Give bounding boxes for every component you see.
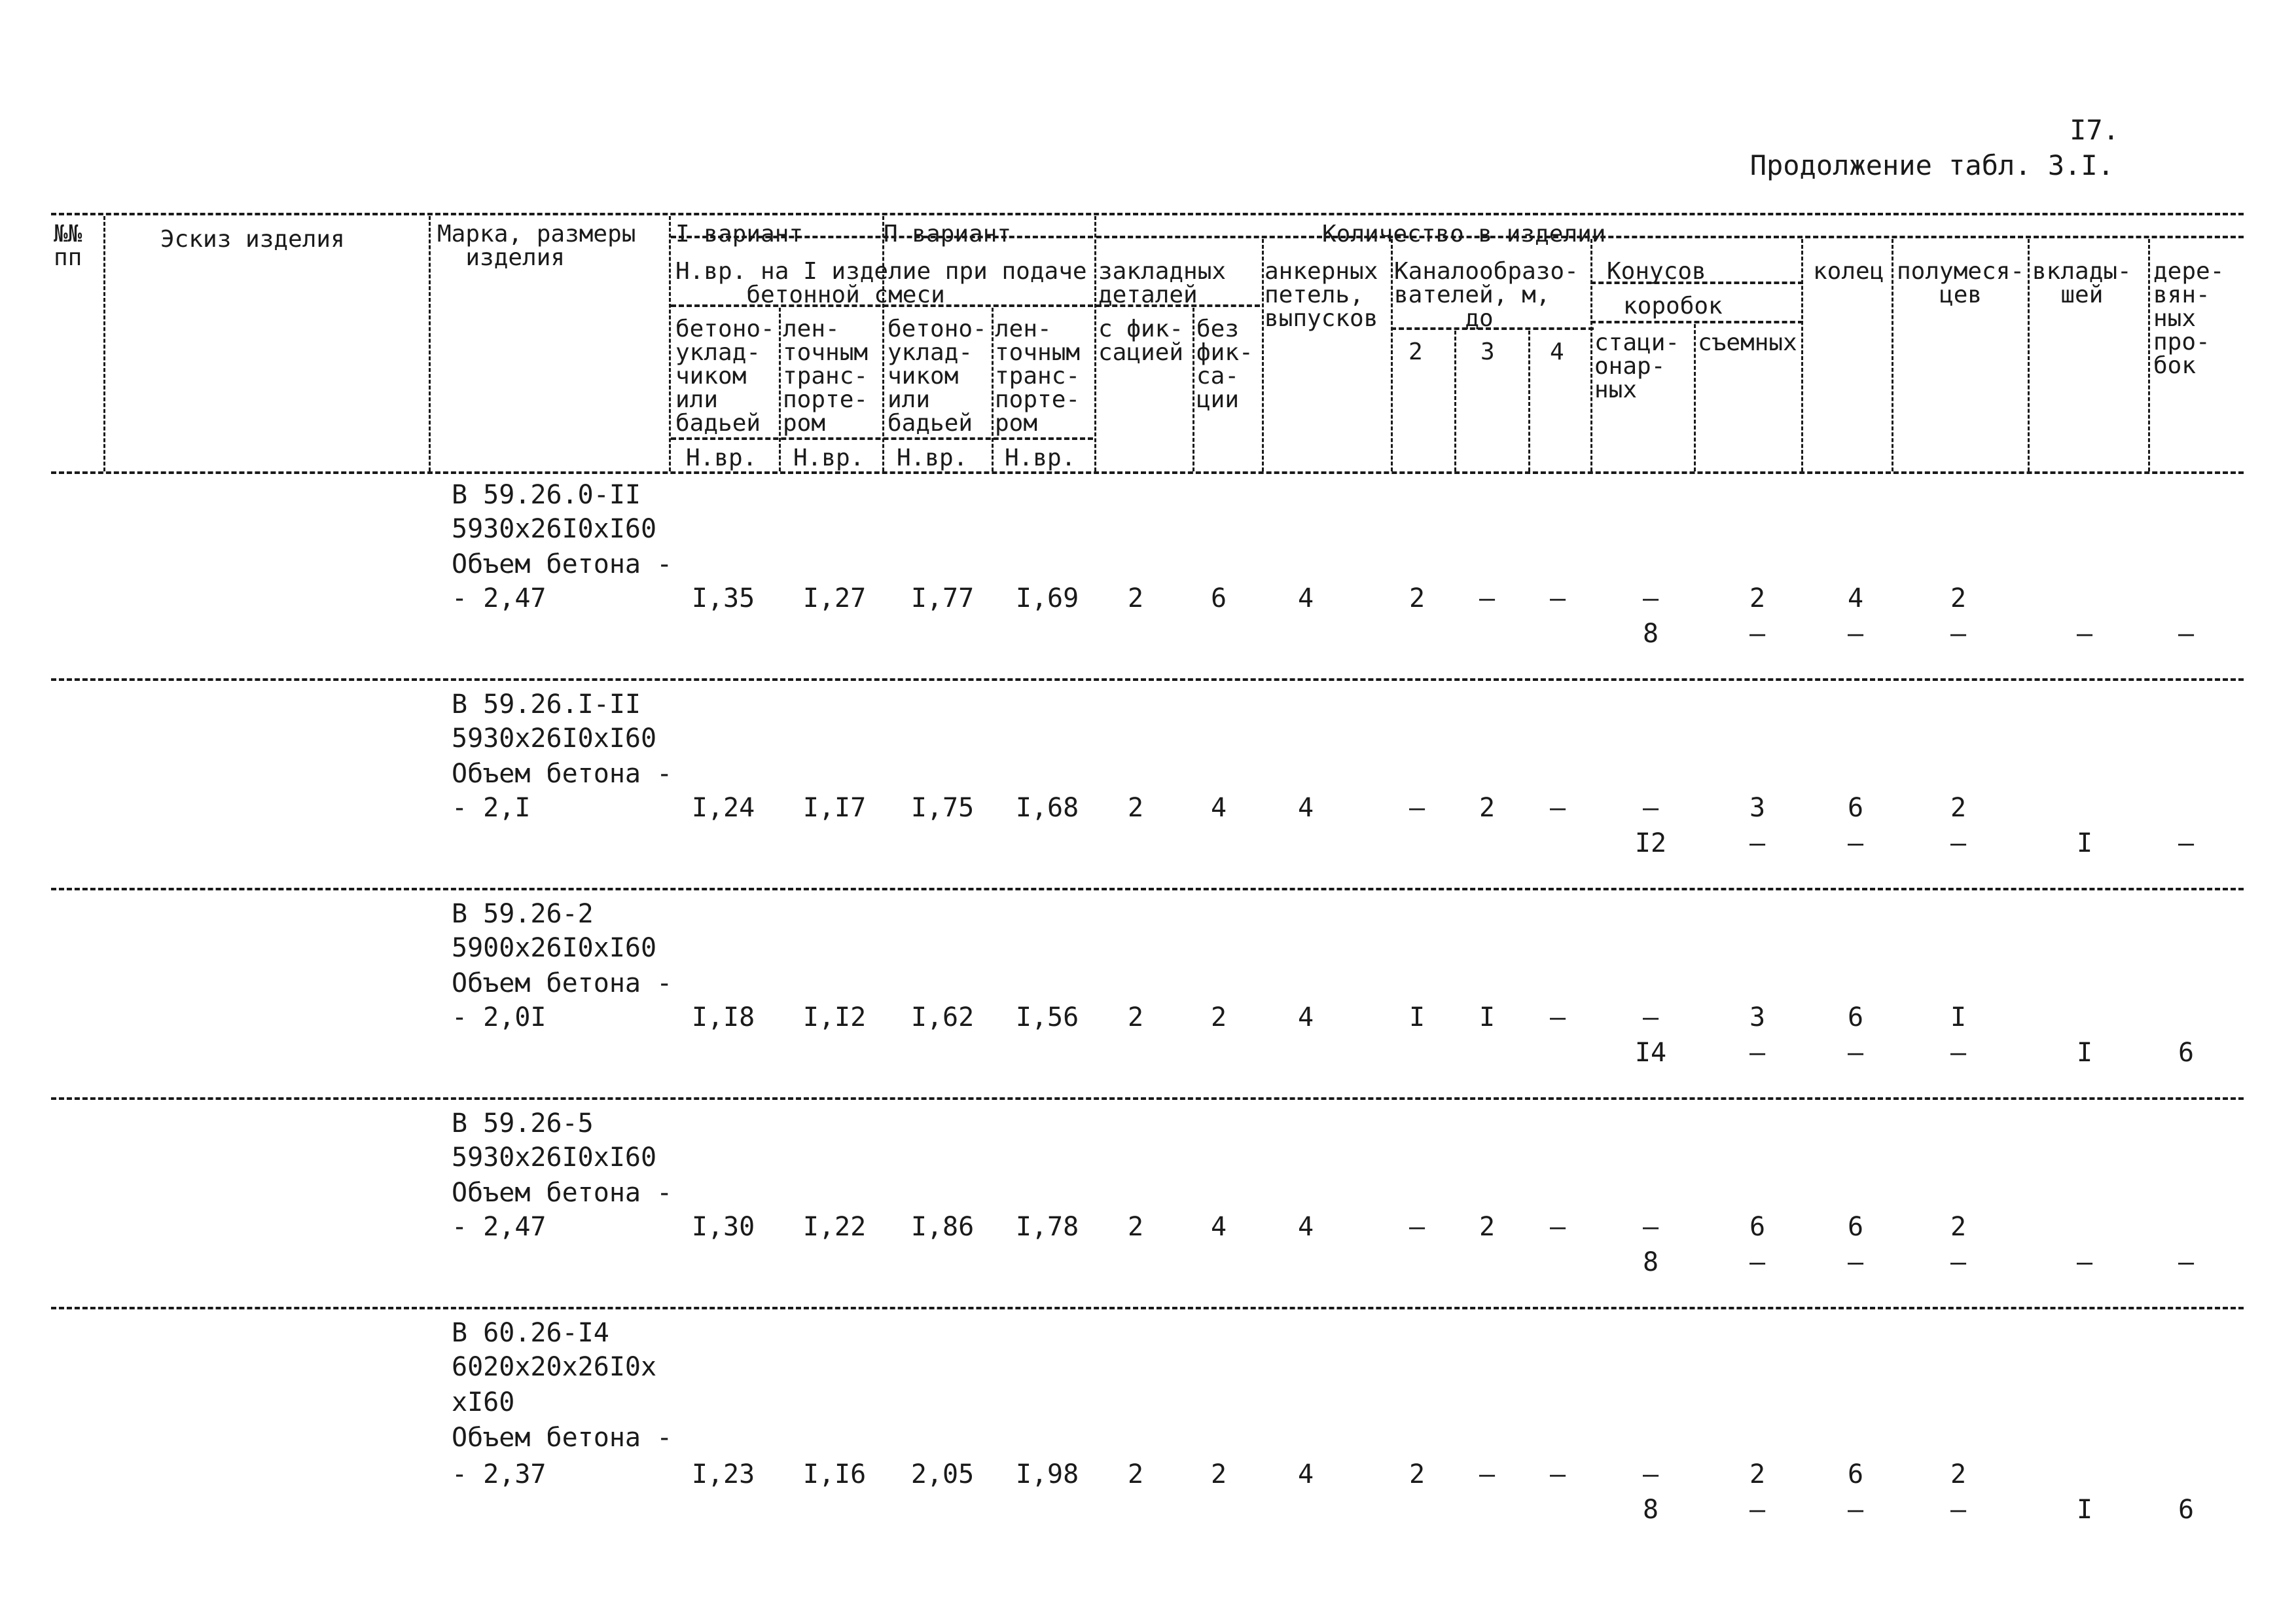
cell-var1-concrete-layer: I,30 [691,1212,755,1242]
col-sep [1590,239,1592,471]
header-sketch: Эскиз изделия [160,226,345,253]
row-mark-line: Объем бетона - [452,549,673,579]
header-unit-d: Н.вр. [1005,445,1076,471]
header-col-d: лен- точным транс- порте- ром [995,316,1081,437]
header-anchor: анкерных петель, выпусков [1265,258,1378,332]
cell-with-fixation: 2 [1127,1212,1144,1242]
row-mark-line: В 59.26-2 [452,899,594,929]
cell-var2-conveyor: I,69 [1015,583,1079,613]
row-separator [51,1307,2244,1309]
header-half-moons: полумеся- цев [1897,258,2025,308]
row-mark-line: 5930х26I0хI60 [452,514,657,544]
header-embedded: закладных деталей [1098,258,1227,308]
header-unit-b: Н.вр. [793,445,865,471]
boxes-underline [1590,321,1803,323]
cell-removable-top: 2 [1749,1459,1766,1489]
header-unit-a: Н.вр. [686,445,757,471]
cell-rings-bottom: – [1847,828,1864,858]
cell-rings-bottom: – [1847,1038,1864,1068]
cell-removable-bottom: – [1749,828,1766,858]
cell-rings-top: 6 [1847,793,1864,823]
row-mark-line: - 2,47 [452,1212,547,1242]
row-mark-line: 5930х26I0хI60 [452,723,657,754]
row-mark-line: В 59.26-5 [452,1108,594,1139]
cell-channel-2: 2 [1408,1459,1426,1489]
header-channel: Каналообразо- вателей, м, до [1394,258,1579,332]
cell-channel-3: – [1479,1459,1496,1489]
row-mark-line: Объем бетона - [452,1423,673,1453]
row-mark-line: - 2,47 [452,583,547,613]
cell-plugs: – [2178,619,2195,649]
header-removable: съемных [1698,329,1797,356]
row-mark-line: - 2,0I [452,1002,547,1032]
cell-without-fixation: 2 [1210,1002,1227,1032]
cell-inserts: I [2076,1038,2093,1068]
cell-removable-bottom: – [1749,1495,1766,1525]
cell-channel-2: – [1408,793,1426,823]
cell-stationary-top: – [1642,793,1659,823]
header-with-fixation: с фик- сацией [1098,316,1184,366]
cell-rings-top: 6 [1847,1002,1864,1032]
cell-var1-concrete-layer: I,I8 [691,1002,755,1032]
cell-rings-top: 4 [1847,583,1864,613]
cell-half-moons-top: 2 [1950,1459,1967,1489]
cell-half-moons-bottom: – [1950,1038,1967,1068]
cell-rings-bottom: – [1847,1495,1864,1525]
header-variant-2: П вариант [884,221,1012,247]
cell-channel-4: – [1549,1212,1566,1242]
cell-half-moons-bottom: – [1950,828,1967,858]
col-sep [1094,216,1096,471]
cell-stationary-top: – [1642,1002,1659,1032]
cell-without-fixation: 4 [1210,1212,1227,1242]
header-plugs: дере- вян- ных про- бок [2153,258,2225,379]
cell-inserts: I [2076,1495,2093,1525]
header-mark: Марка, размеры изделия [437,221,636,271]
cell-stationary-bottom: 8 [1642,1495,1659,1525]
cell-var1-conveyor: I,22 [802,1212,867,1242]
cell-anchor: 4 [1297,1459,1314,1489]
page-number: I7. [2070,114,2119,146]
header-variant-1: I вариант [675,221,804,247]
cell-inserts: – [2076,1247,2093,1277]
row-separator [51,888,2244,890]
cell-anchor: 4 [1297,1212,1314,1242]
cell-plugs: – [2178,828,2195,858]
cell-channel-4: – [1549,583,1566,613]
col-sep [992,308,994,471]
cell-var2-conveyor: I,98 [1015,1459,1079,1489]
header-col-c: бетоно- уклад- чиком или бадьей [888,316,987,437]
header-num: №№ пп [54,221,82,271]
cell-stationary-bottom: 8 [1642,619,1659,649]
cell-var2-concrete-layer: I,62 [910,1002,975,1032]
cell-plugs: 6 [2178,1038,2195,1068]
cell-removable-top: 2 [1749,583,1766,613]
col-sep [1454,331,1456,471]
cell-var1-concrete-layer: I,23 [691,1459,755,1489]
cell-half-moons-bottom: – [1950,1247,1967,1277]
header-col-b: лен- точным транс- порте- ром [783,316,869,437]
cell-var2-concrete-layer: 2,05 [910,1459,975,1489]
cell-stationary-top: – [1642,1212,1659,1242]
cell-channel-2: – [1408,1212,1426,1242]
table-continuation-caption: Продолжение табл. 3.I. [1749,149,2114,181]
cell-with-fixation: 2 [1127,583,1144,613]
cell-removable-top: 3 [1749,1002,1766,1032]
col-sep [1694,324,1696,471]
cell-with-fixation: 2 [1127,793,1144,823]
cell-var2-conveyor: I,78 [1015,1212,1079,1242]
header-stationary: стаци- онар- ных [1594,329,1680,403]
cell-half-moons-bottom: – [1950,1495,1967,1525]
row-mark-line: В 59.26.I-II [452,689,641,720]
cell-plugs: – [2178,1247,2195,1277]
cell-with-fixation: 2 [1127,1459,1144,1489]
cell-var2-concrete-layer: I,75 [910,793,975,823]
cell-var2-conveyor: I,68 [1015,793,1079,823]
cell-channel-3: 2 [1479,1212,1496,1242]
cell-removable-bottom: – [1749,619,1766,649]
row-mark-line: хI60 [452,1387,515,1417]
table-top-rule [51,213,2244,215]
row-mark-line: 5930х26I0хI60 [452,1142,657,1173]
row-mark-line: Объем бетона - [452,968,673,998]
cell-rings-bottom: – [1847,619,1864,649]
cell-half-moons-top: I [1950,1002,1967,1032]
cell-var1-concrete-layer: I,35 [691,583,755,613]
row-separator [51,678,2244,681]
cell-removable-top: 6 [1749,1212,1766,1242]
col-sep [882,216,884,471]
cell-stationary-bottom: I4 [1634,1038,1667,1068]
header-without-fixation: без фик- са- ции [1196,316,1253,413]
cell-half-moons-top: 2 [1950,583,1967,613]
col-sep [429,216,431,471]
header-inserts: вклады- шей [2032,258,2132,308]
cell-stationary-bottom: 8 [1642,1247,1659,1277]
cell-var2-concrete-layer: I,77 [910,583,975,613]
cell-var1-conveyor: I,I6 [802,1459,867,1489]
cell-channel-4: – [1549,1459,1566,1489]
col-sep [1391,239,1393,471]
cell-var2-concrete-layer: I,86 [910,1212,975,1242]
cell-var2-conveyor: I,56 [1015,1002,1079,1032]
cell-channel-3: I [1479,1002,1496,1032]
header-channel-2: 2 [1408,338,1423,365]
row-mark-line: - 2,37 [452,1459,547,1489]
cell-inserts: – [2076,619,2093,649]
cell-anchor: 4 [1297,793,1314,823]
cell-without-fixation: 4 [1210,793,1227,823]
cell-stationary-top: – [1642,1459,1659,1489]
row-mark-line: Объем бетона - [452,1178,673,1208]
header-col-a: бетоно- уклад- чиком или бадьей [675,316,775,437]
cell-var1-concrete-layer: I,24 [691,793,755,823]
cell-half-moons-bottom: – [1950,619,1967,649]
col-sep [1193,308,1194,471]
header-bottom-rule [51,471,2244,474]
cell-stationary-bottom: I2 [1634,828,1667,858]
col-sep [669,216,671,471]
cell-removable-bottom: – [1749,1038,1766,1068]
cell-channel-2: I [1408,1002,1426,1032]
row-mark-line: В 59.26.0-II [452,480,641,510]
cell-rings-top: 6 [1847,1212,1864,1242]
cell-removable-bottom: – [1749,1247,1766,1277]
header-unit-c: Н.вр. [897,445,968,471]
cell-anchor: 4 [1297,583,1314,613]
cell-channel-4: – [1549,1002,1566,1032]
cell-half-moons-top: 2 [1950,793,1967,823]
cell-without-fixation: 2 [1210,1459,1227,1489]
cell-channel-3: – [1479,583,1496,613]
cell-half-moons-top: 2 [1950,1212,1967,1242]
col-sep [1801,239,1803,471]
row-separator [51,1097,2244,1100]
header-cones: Конусов [1607,258,1706,285]
col-sep [1262,239,1264,471]
cell-rings-top: 6 [1847,1459,1864,1489]
cell-inserts: I [2076,828,2093,858]
row-mark-line: В 60.26-I4 [452,1318,609,1348]
cell-rings-bottom: – [1847,1247,1864,1277]
header-boxes: коробок [1623,293,1723,319]
quantity-underline [1096,236,2244,238]
cell-removable-top: 3 [1749,793,1766,823]
header-channel-4: 4 [1550,338,1564,365]
header-channel-3: 3 [1480,338,1495,365]
header-rings: колец [1813,258,1884,285]
cell-channel-4: – [1549,793,1566,823]
cell-anchor: 4 [1297,1002,1314,1032]
cell-var1-conveyor: I,I2 [802,1002,867,1032]
cell-plugs: 6 [2178,1495,2195,1525]
header-norm-time: Н.вр. на I изделие при подаче бетонной смеси [675,258,1087,308]
col-sep [2028,239,2030,471]
row-mark-line: - 2,I [452,793,531,823]
cell-var1-conveyor: I,27 [802,583,867,613]
cell-stationary-top: – [1642,583,1659,613]
cell-with-fixation: 2 [1127,1002,1144,1032]
col-sep [779,308,781,471]
col-sep [2148,239,2150,471]
cell-var1-conveyor: I,I7 [802,793,867,823]
col-sep [103,216,105,471]
col-sep [1528,331,1530,471]
row-mark-line: 5900х26I0хI60 [452,933,657,963]
header-quantity: Количество в изделии [1322,221,1606,247]
cell-channel-3: 2 [1479,793,1496,823]
row-mark-line: Объем бетона - [452,759,673,789]
col-sep [1892,239,1893,471]
cell-channel-2: 2 [1408,583,1426,613]
row-mark-line: 6020х20х26I0х [452,1352,657,1382]
cell-without-fixation: 6 [1210,583,1227,613]
